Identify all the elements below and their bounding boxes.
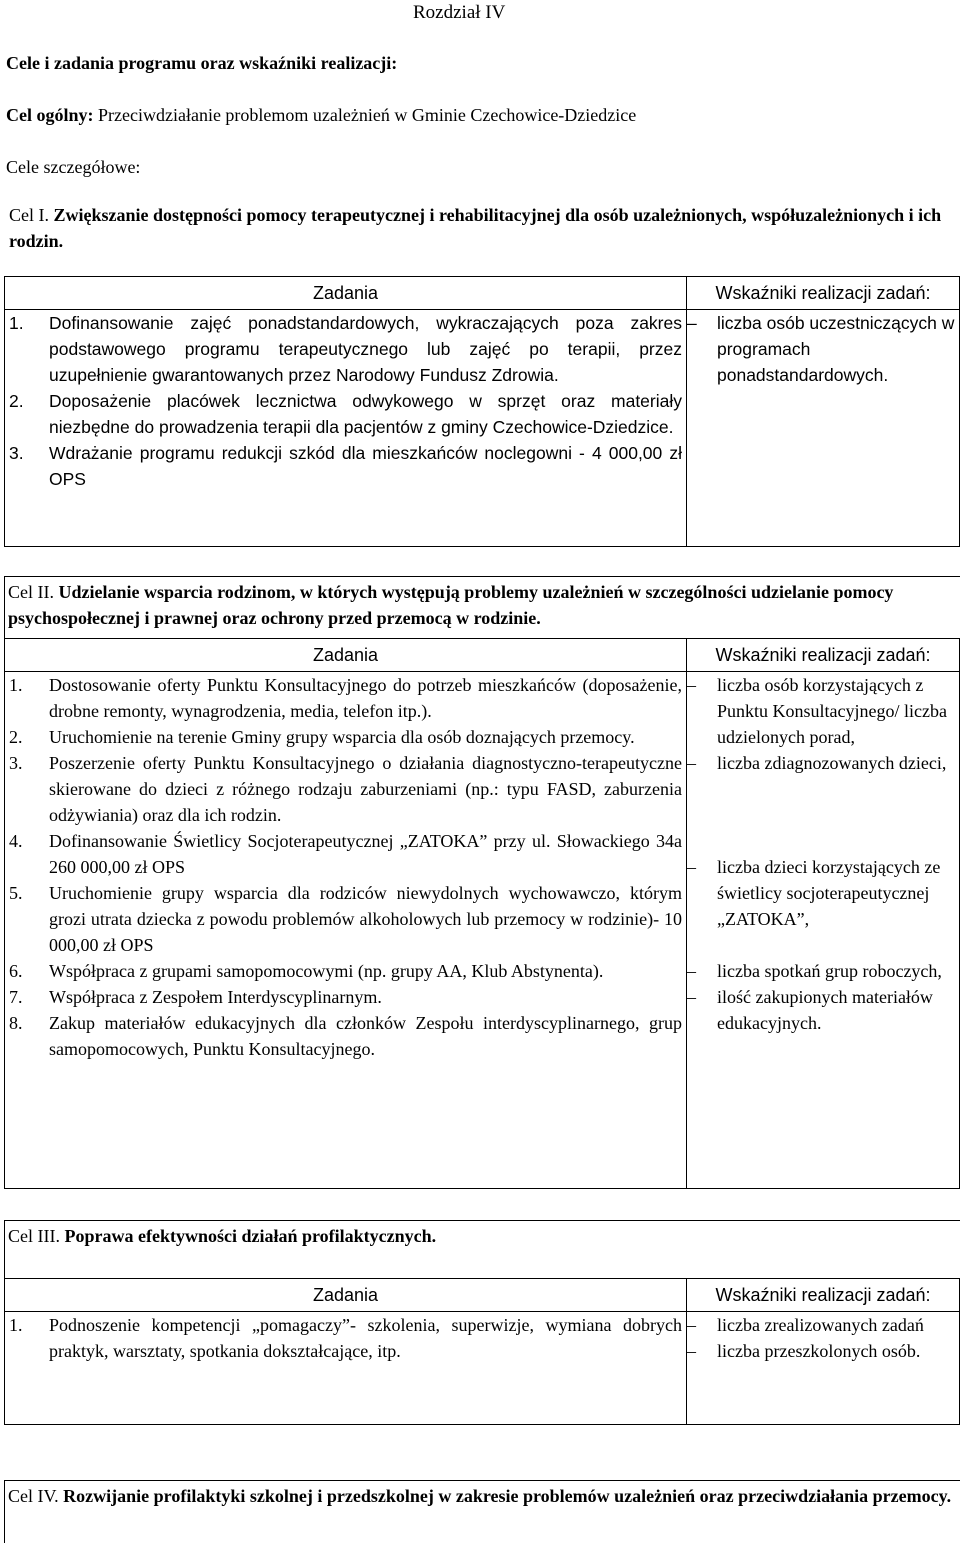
goal3-task-list [9,1312,682,1364]
list-item: – liczba zdiagnozowanych dzieci, [687,753,947,773]
goal2-number: Cel II. [8,582,54,602]
goal2-text: Udzielanie wsparcia rodzinom, w których występują problemy uzależnień w szczególności udzielanie pomocy psychospołecznej i prawnej oraz ochrony przed przemocą w rodzinie. [8,582,894,628]
goal3-table [4,1278,960,1425]
goal1-task-list [9,310,682,492]
specific-goals-label: Cele szczegółowe: [6,157,141,177]
goal2-col-indicators: Wskaźniki realizacji zadań: [687,639,960,672]
goal4-title [4,1480,960,1543]
list-item: 4. Dofinansowanie Świetlicy Socjoterapeutycznej „ZATOKA” przy ul. Słowackiego 34a 260 000,00 zł OPS [9,831,682,877]
list-item: – liczba dzieci korzystających ze świetlicy socjoterapeutycznej „ZATOKA”, [687,857,941,929]
goal2-indicator-list [687,672,955,1036]
list-item: – liczba przeszkolonych osób. [687,1341,921,1361]
list-item: 1. Podnoszenie kompetencji „pomagaczy”- szkolenia, superwizje, wymiana dobrych praktyk, warsztaty, spotkania dokształcające, itp. [9,1315,682,1361]
goal1-number: Cel I. [9,205,49,225]
general-goal [6,102,954,128]
list-item: – liczba zrealizowanych zadań [687,1315,924,1335]
goal2-task-list [9,672,682,1062]
general-goal-label: Cel ogólny: [6,105,94,125]
goal1-text: Zwiększanie dostępności pomocy terapeutycznej i rehabilitacyjnej dla osób uzależnionych, współuzależnionych i ich rodzin. [9,205,942,251]
goal1-indicator-list [687,310,955,388]
goal1-table [4,276,960,547]
list-item: 5. Uruchomienie grupy wsparcia dla rodziców niewydolnych wychowawczo, którym grozi utrata dziecka z powodu problemów alkoholowych lub przemocy w rodzinie)- 10 000,00 zł OPS [9,883,682,955]
goal1-col-tasks: Zadania [5,277,687,310]
goal4-number: Cel IV. [8,1486,59,1506]
goal3-col-indicators: Wskaźniki realizacji zadań: [687,1279,960,1312]
list-item: 1. Dostosowanie oferty Punktu Konsultacyjnego do potrzeb mieszkańców (doposażenie, drobne remonty, wynagrodzenia, media, telefon itp.). [9,675,682,721]
chapter-heading: Rozdział IV [413,2,506,23]
list-item: 3. Wdrażanie programu redukcji szkód dla mieszkańców noclegowni - 4 000,00 zł OPS [9,443,682,489]
list-item: 2. Uruchomienie na terenie Gminy grupy wsparcia dla osób doznających przemocy. [9,727,635,747]
goal2-title [4,576,960,639]
list-item: 8. Zakup materiałów edukacyjnych dla członków Zespołu interdyscyplinarnego, grup samopomocowych, Punktu Konsultacyjnego. [9,1013,682,1059]
list-item: 3. Poszerzenie oferty Punktu Konsultacyjnego o działania diagnostyczno-terapeutyczne skierowane do dzieci z różnego rodzaju zaburzeniami (np.: typu FASD, zaburzenia odżywiania) oraz dla ich rodzin. [9,753,682,825]
list-item: – liczba spotkań grup roboczych, [687,961,942,981]
goal1-title [6,200,960,256]
list-item: – liczba osób uczestniczących w programach ponadstandardowych. [687,313,955,385]
goal3-text: Poprawa efektywności działań profilaktycznych. [59,1226,437,1246]
goal3-title [4,1220,960,1281]
list-item: – liczba osób korzystających z Punktu Konsultacyjnego/ liczba udzielonych porad, [687,675,947,747]
list-item: 6. Współpraca z grupami samopomocowymi (np. grupy AA, Klub Abstynenta). [9,961,604,981]
goal3-col-tasks: Zadania [5,1279,687,1312]
goal3-number: Cel III. [8,1226,60,1246]
goal1-col-indicators: Wskaźniki realizacji zadań: [687,277,960,310]
section-heading: Cele i zadania programu oraz wskaźniki realizacji: [6,53,398,73]
list-item: 1. Dofinansowanie zajęć ponadstandardowych, wykraczających poza zakres podstawowego programu terapeutycznego lub zajęć po terapii, przez uzupełnienie gwarantowanych przez Narodowy Fundusz Zdrowia. [9,313,682,385]
goal4-text: Rozwijanie profilaktyki szkolnej i przedszkolnej w zakresie problemów uzależnień oraz przeciwdziałania przemocy. [58,1486,952,1506]
general-goal-text: Przeciwdziałanie problemom uzależnień w Gminie Czechowice-Dziedzice [93,105,637,125]
goal2-table [4,638,960,1189]
goal3-indicator-list [687,1312,955,1364]
goal2-col-tasks: Zadania [5,639,687,672]
list-item: 2. Doposażenie placówek lecznictwa odwykowego w sprzęt oraz materiały niezbędne do prowadzenia terapii dla pacjentów z gminy Czechowice-Dziedzice. [9,391,682,437]
list-item: – ilość zakupionych materiałów edukacyjnych. [687,987,933,1033]
list-item: 7. Współpraca z Zespołem Interdyscyplinarnym. [9,987,382,1007]
